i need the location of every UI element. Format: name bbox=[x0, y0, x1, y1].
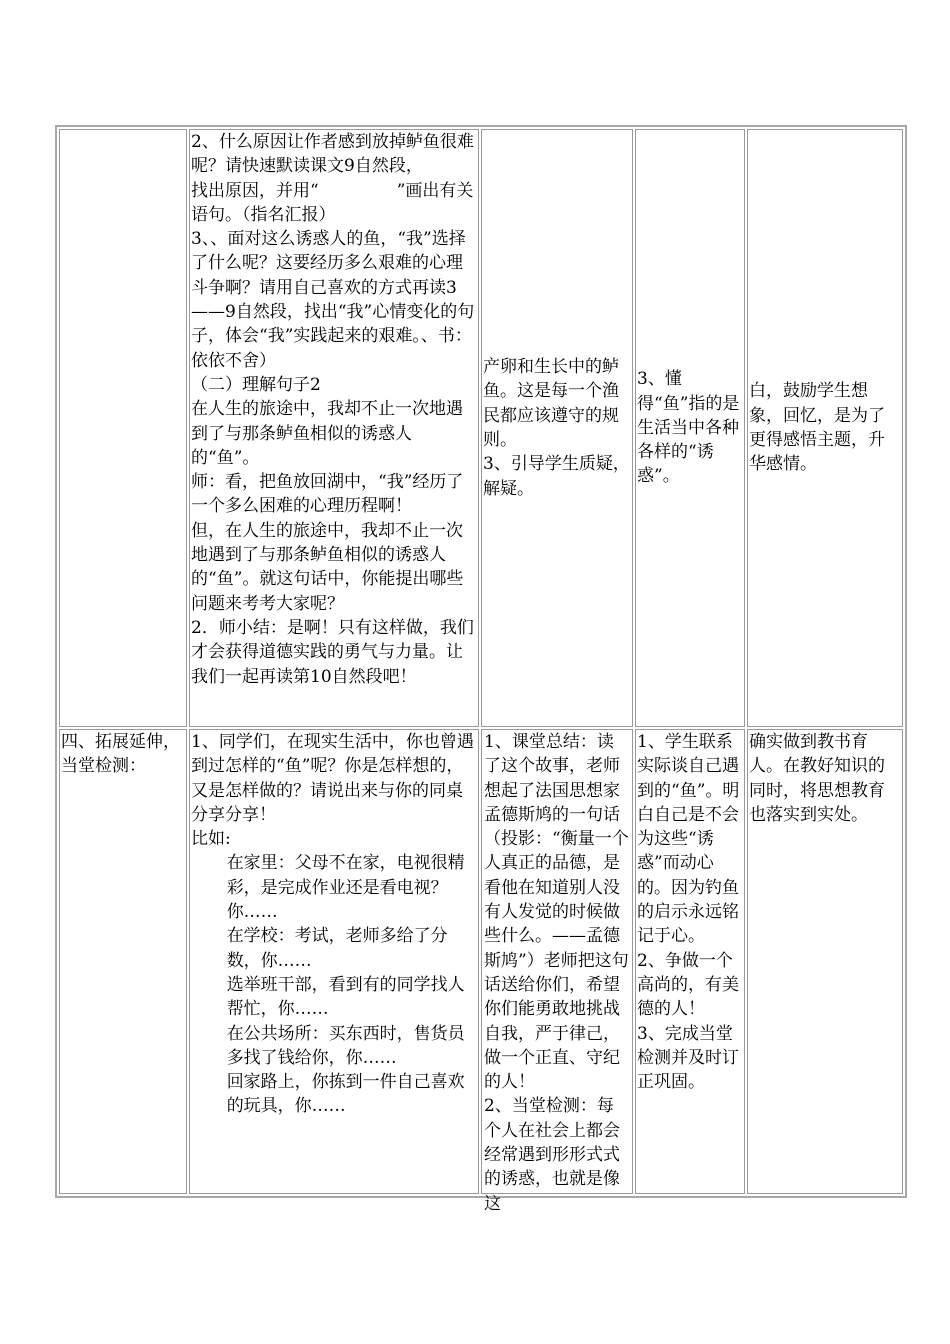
paragraph: 选举班干部，看到有的同学找人帮忙，你…… bbox=[226, 974, 465, 1020]
paragraph: 师：看，把鱼放回湖中，“我”经历了一个多么困难的心理历程啊！ bbox=[191, 472, 464, 517]
design-intent-cell bbox=[747, 729, 903, 1194]
student-activity-cell bbox=[635, 729, 745, 1194]
paragraph: 2．师小结：是啊！只有这样做，我们才会获得道德实践的勇气与力量。让我们一起再读第10自然段吧！ bbox=[191, 617, 474, 687]
paragraph: 1、学生联系实际谈自己遇到的“鱼”。明白自己是不会为这些“诱惑”而动心的。因为钓鱼的启示永远铭记于心。 bbox=[637, 732, 740, 947]
teacher-activity-cell bbox=[189, 729, 479, 1194]
paragraph: 1、课堂总结：读了这个故事，老师想起了法国思想家孟德斯鸠的一句话（投影：“衡量一个人真正的品德，是看他在知道别人没有人发觉的时候做些什么。——孟德斯鸠”）老师把这句话送给你们，希望你们能勇敢地挑战自我，严于律己，做一个正直、守纪的人！ bbox=[484, 732, 629, 1093]
guidance-cell bbox=[481, 729, 633, 1214]
paragraph: 2、当堂检测：每个人在社会上都会经常遇到形形式式的诱惑，也就是像这 bbox=[484, 1096, 620, 1214]
paragraph: 3、引导学生质疑，解疑。 bbox=[483, 454, 630, 499]
paragraph: 在学校：考试，老师多给了分数，你…… bbox=[226, 926, 448, 971]
paragraph: 回家路上，你拣到一件自己喜欢的玩具，你…… bbox=[226, 1072, 465, 1117]
paragraph bbox=[191, 179, 477, 228]
guidance-cell bbox=[481, 129, 633, 727]
paragraph: 在人生的旅途中，我却不止一次地遇到了与那条鲈鱼相似的诱惑人的“鱼”。 bbox=[191, 399, 463, 468]
lesson-plan-table bbox=[55, 125, 907, 1214]
table-row bbox=[59, 729, 903, 1194]
text-segment: ”画出有关语句。（指名汇报） bbox=[191, 180, 474, 225]
teacher-activity-cell bbox=[189, 129, 479, 727]
stage-label: 四、拓展延伸，当堂检测： bbox=[61, 732, 180, 777]
paragraph: 但，在人生的旅途中，我却不止一次地遇到了与那条鲈鱼相似的诱惑人的“鱼”。就这句话中，你能提出哪些问题来考考大家呢？ bbox=[191, 520, 464, 614]
paragraph: 1、同学们，在现实生活中，你也曾遇到过怎样的“鱼”呢？你是怎样想的，又是怎样做的？请说出来与你的同桌分享分享！ bbox=[191, 732, 474, 825]
paragraph: 2、什么原因让作者感到放掉鲈鱼很难呢？请快速默读课文9自然段， bbox=[191, 132, 474, 177]
paragraph: 在家里：父母不在家，电视很精彩，是完成作业还是看电视？你…… bbox=[226, 853, 465, 923]
stage-cell bbox=[59, 129, 187, 727]
paragraph: 在公共场所：买东西时，售货员多找了钱给你，你…… bbox=[226, 1023, 465, 1068]
stage-cell bbox=[59, 729, 187, 1194]
table-row bbox=[59, 129, 903, 727]
paragraph: 产卵和生长中的鲈鱼。这是每一个渔民都应该遵守的规则。 bbox=[483, 357, 619, 450]
paragraph: 3、完成当堂检测并及时订正巩固。 bbox=[637, 1023, 739, 1093]
design-intent-cell bbox=[747, 129, 903, 727]
paragraph: 比如: bbox=[191, 829, 231, 850]
paragraph: 白，鼓励学生想象，回忆，是为了更得感悟主题，升华感情。 bbox=[749, 381, 885, 475]
paragraph: 3、、面对这么诱惑人的鱼，“我”选择了什么呢？这要经历多么艰难的心理斗争啊？请用自己喜欢的方式再读3——9自然段，找出“我”心情变化的句子，体会“我”实践起来的艰难。、书：依依不舍） bbox=[191, 229, 475, 371]
paragraph: 3、懂得“鱼”指的是生活当中各种各样的“诱惑”。 bbox=[637, 369, 740, 487]
student-activity-cell bbox=[635, 129, 745, 727]
paragraph: 2、争做一个高尚的，有美德的人！ bbox=[637, 950, 739, 1020]
paragraph: （二）理解句子2 bbox=[191, 374, 321, 395]
text-segment: 找出原因，并用“ bbox=[191, 180, 319, 201]
paragraph: 确实做到教书育人。在教好知识的同时，将思想教育也落实到实处。 bbox=[749, 732, 885, 825]
